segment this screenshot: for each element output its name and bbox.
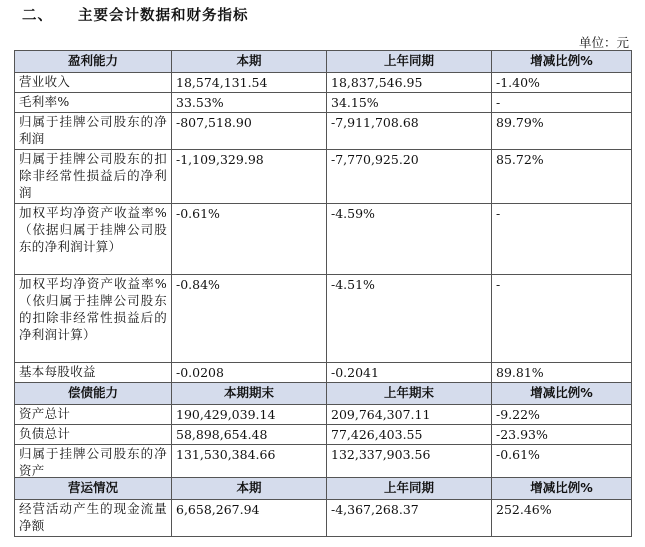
table-row: [15, 405, 632, 425]
header-change-percent: 增减比例%: [492, 51, 632, 73]
unit-label: 单位：元: [578, 35, 629, 50]
table-row: [15, 363, 632, 383]
row-label: 加权平均净资产收益率%（依据归属于挂牌公司股东的净利润计算）: [15, 204, 172, 275]
change-value: 252.46%: [492, 500, 632, 537]
current-value: 18,574,131.54: [172, 73, 327, 93]
current-value: 33.53%: [172, 93, 327, 113]
prior-value: 209,764,307.11: [327, 405, 492, 425]
prior-value: 34.15%: [327, 93, 492, 113]
header-prior-year-end: 上年期末: [327, 383, 492, 405]
current-value: -807,518.90: [172, 113, 327, 150]
header-solvency: 偿债能力: [15, 383, 172, 405]
change-value: -1.40%: [492, 73, 632, 93]
row-label: 经营活动产生的现金流量净额: [15, 500, 172, 537]
profitability-header-row: [15, 51, 632, 73]
table-row: [15, 275, 632, 363]
current-value: -0.0208: [172, 363, 327, 383]
table-row: [15, 204, 632, 275]
financial-indicators-table: [14, 50, 632, 482]
change-value: 89.79%: [492, 113, 632, 150]
header-operations: 营运情况: [15, 478, 172, 500]
table-row: [15, 150, 632, 204]
table-row: [15, 113, 632, 150]
current-value: 131,530,384.66: [172, 445, 327, 482]
change-value: -: [492, 275, 632, 363]
section-title: [22, 4, 249, 25]
header-change-percent: 增减比例%: [492, 383, 632, 405]
operations-header-row: [15, 478, 632, 500]
row-label: 资产总计: [15, 405, 172, 425]
current-value: -0.84%: [172, 275, 327, 363]
row-label: 归属于挂牌公司股东的净利润: [15, 113, 172, 150]
prior-value: -4.59%: [327, 204, 492, 275]
header-prior-period: 上年同期: [327, 51, 492, 73]
table-row: [15, 500, 632, 537]
prior-value: -7,770,925.20: [327, 150, 492, 204]
current-value: 6,658,267.94: [172, 500, 327, 537]
prior-value: -0.2041: [327, 363, 492, 383]
current-value: 58,898,654.48: [172, 425, 327, 445]
row-label: 基本每股收益: [15, 363, 172, 383]
change-value: -0.61%: [492, 445, 632, 482]
table-row: [15, 445, 632, 482]
change-value: -: [492, 93, 632, 113]
row-label: 营业收入: [15, 73, 172, 93]
header-current-period: 本期: [172, 51, 327, 73]
header-profitability: 盈利能力: [15, 51, 172, 73]
current-value: -0.61%: [172, 204, 327, 275]
prior-value: -4,367,268.37: [327, 500, 492, 537]
change-value: 89.81%: [492, 363, 632, 383]
header-current-period: 本期: [172, 478, 327, 500]
section-heading: 主要会计数据和财务指标: [78, 8, 249, 24]
prior-value: 132,337,903.56: [327, 445, 492, 482]
current-value: 190,429,039.14: [172, 405, 327, 425]
current-value: -1,109,329.98: [172, 150, 327, 204]
section-number: 二、: [22, 8, 53, 24]
header-prior-period: 上年同期: [327, 478, 492, 500]
row-label: 加权平均净资产收益率%（依归属于挂牌公司股东的扣除非经常性损益后的净利润计算）: [15, 275, 172, 363]
solvency-header-row: [15, 383, 632, 405]
change-value: -9.22%: [492, 405, 632, 425]
table-row: [15, 93, 632, 113]
change-value: 85.72%: [492, 150, 632, 204]
change-value: -: [492, 204, 632, 275]
prior-value: -4.51%: [327, 275, 492, 363]
prior-value: 18,837,546.95: [327, 73, 492, 93]
table-row: [15, 425, 632, 445]
row-label: 归属于挂牌公司股东的扣除非经常性损益后的净利润: [15, 150, 172, 204]
table-row: [15, 73, 632, 93]
header-period-end: 本期期末: [172, 383, 327, 405]
row-label: 归属于挂牌公司股东的净资产: [15, 445, 172, 482]
change-value: -23.93%: [492, 425, 632, 445]
operations-table: [14, 477, 632, 537]
header-change-percent: 增减比例%: [492, 478, 632, 500]
prior-value: 77,426,403.55: [327, 425, 492, 445]
row-label: 负债总计: [15, 425, 172, 445]
row-label: 毛利率%: [15, 93, 172, 113]
prior-value: -7,911,708.68: [327, 113, 492, 150]
